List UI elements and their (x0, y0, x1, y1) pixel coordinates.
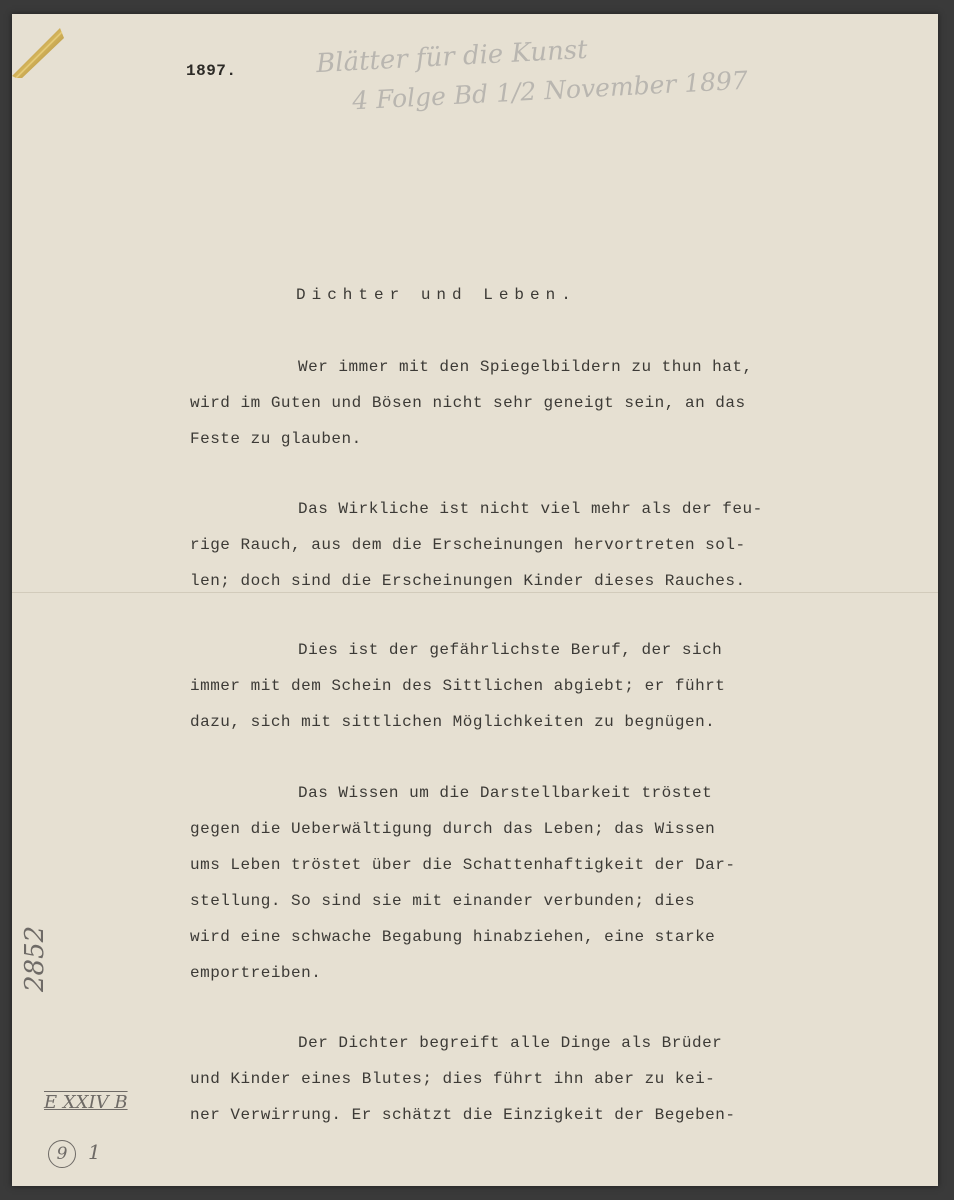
text-line: len; doch sind die Erscheinungen Kinder dieses Rauches. (190, 572, 746, 590)
page-number: 1 (88, 1140, 101, 1164)
handwritten-note-line2: 4 Folge Bd 1/2 November 1897 (351, 65, 749, 116)
gold-corner-mount (6, 8, 76, 78)
text-line: und Kinder eines Blutes; dies führt ihn aber zu kei- (190, 1070, 716, 1088)
text-line: Feste zu glauben. (190, 430, 362, 448)
text-line: wird im Guten und Bösen nicht sehr geneigt sein, an das (190, 394, 746, 412)
text-line: Das Wirkliche ist nicht viel mehr als der feu- (298, 500, 763, 518)
document-page (12, 14, 938, 1186)
archive-vertical-number: 2852 (20, 925, 50, 992)
text-line: Das Wissen um die Darstellbarkeit tröstet (298, 784, 713, 802)
year-heading: 1897. (186, 62, 237, 80)
archive-code: E XXIV B (44, 1092, 128, 1113)
text-line: immer mit dem Schein des Sittlichen abgiebt; er führt (190, 677, 726, 695)
text-line: ums Leben tröstet über die Schattenhaftigkeit der Dar- (190, 856, 736, 874)
handwritten-note-line1: Blätter für die Kunst (315, 34, 589, 80)
text-line: ner Verwirrung. Er schätzt die Einzigkeit der Begeben- (190, 1106, 736, 1124)
text-line: dazu, sich mit sittlichen Möglichkeiten zu begnügen. (190, 713, 716, 731)
text-line: wird eine schwache Begabung hinabziehen, eine starke (190, 928, 716, 946)
text-line: Der Dichter begreift alle Dinge als Brüder (298, 1034, 723, 1052)
text-line: stellung. So sind sie mit einander verbunden; dies (190, 892, 696, 910)
text-line: Dies ist der gefährlichste Beruf, der sich (298, 641, 723, 659)
fold-crease (12, 592, 938, 593)
circled-number: 9 (48, 1140, 76, 1168)
text-line: rige Rauch, aus dem die Erscheinungen hervortreten sol- (190, 536, 746, 554)
text-line: emportreiben. (190, 964, 322, 982)
page-title: Dichter und Leben. (296, 286, 577, 304)
text-line: gegen die Ueberwältigung durch das Leben; das Wissen (190, 820, 716, 838)
text-line: Wer immer mit den Spiegelbildern zu thun hat, (298, 358, 753, 376)
